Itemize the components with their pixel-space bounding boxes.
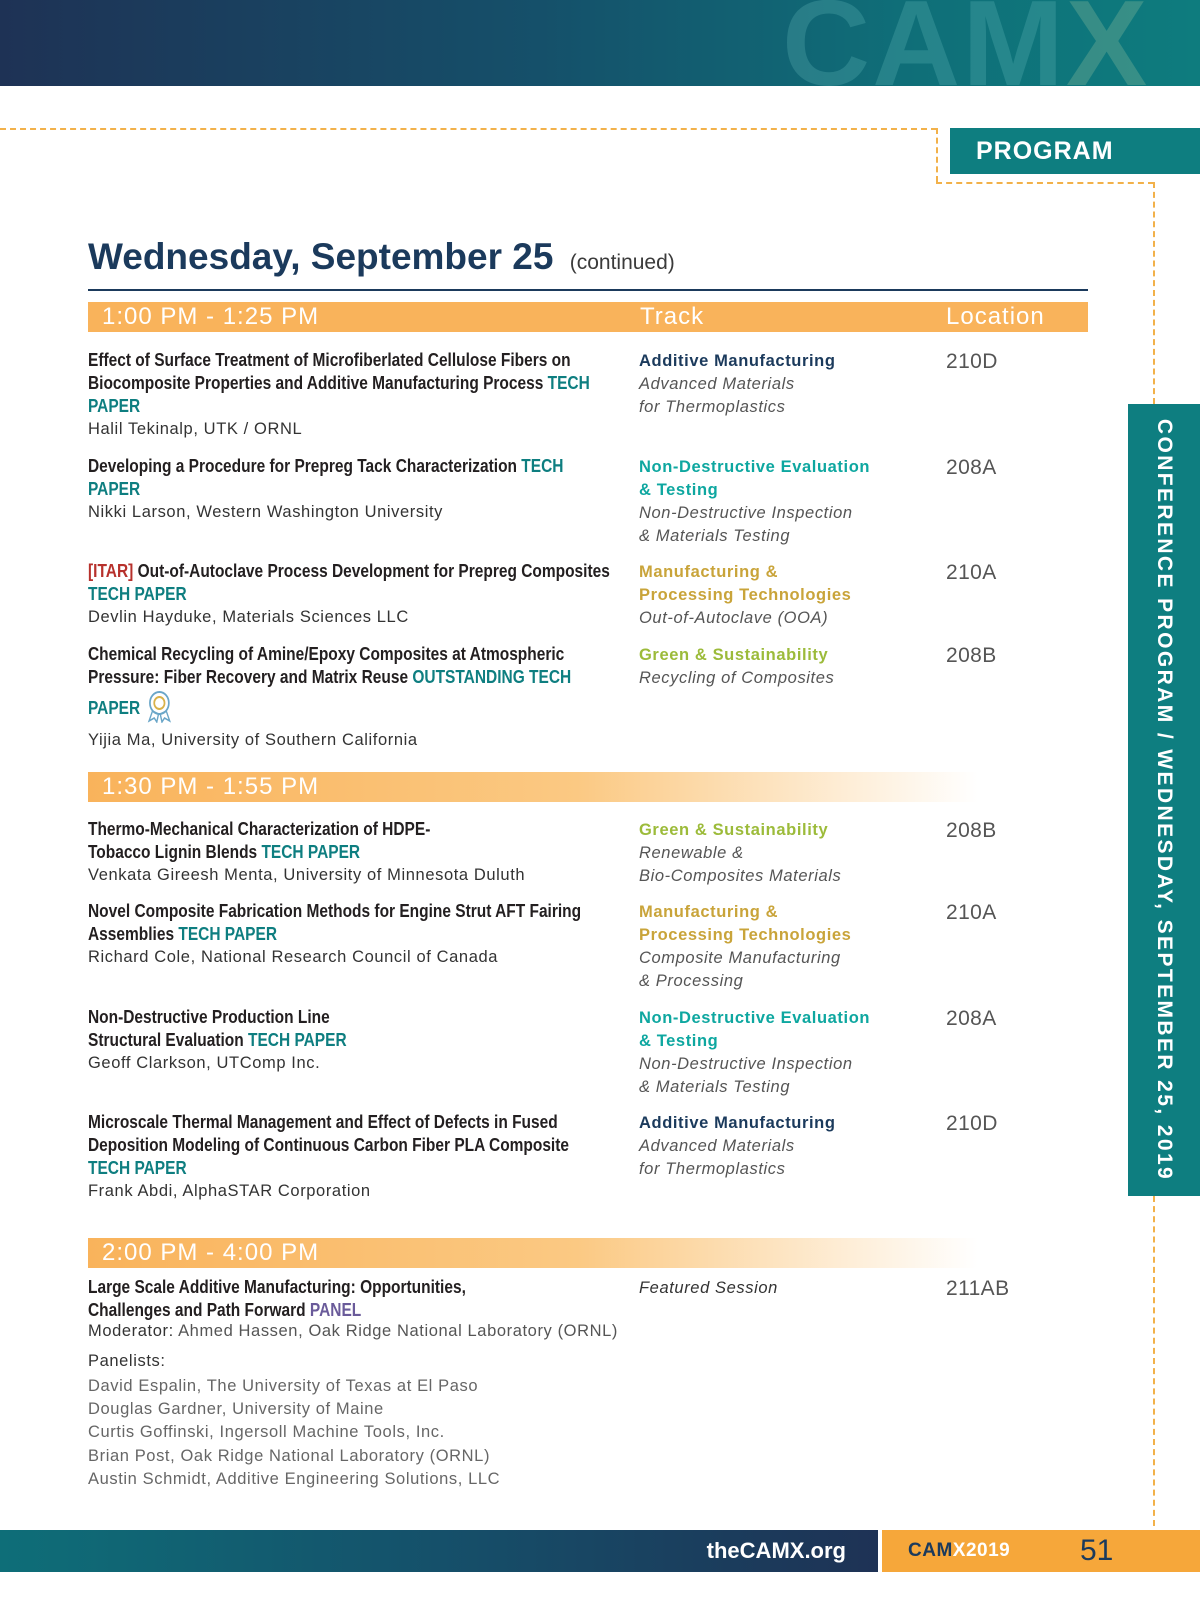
track-subtopic: Recycling of Composites — [639, 669, 835, 687]
session-author: Venkata Gireesh Menta, University of Minnesota Duluth — [88, 866, 526, 884]
track-subtopic: Featured Session — [639, 1279, 778, 1297]
award-ribbon-icon — [145, 689, 173, 729]
session-title: Novel Composite Fabrication Methods for Engine Strut AFT Fairing Assemblies TECH PAPER — [88, 901, 582, 944]
dashed-divider-top — [0, 128, 937, 130]
track-subtopic: Advanced Materials — [639, 1137, 795, 1155]
track-name: Additive Manufacturing — [639, 1114, 836, 1132]
page-title-note: (continued) — [569, 251, 675, 274]
header-band — [0, 0, 1200, 86]
panelist: David Espalin, The University of Texas at El Paso — [88, 1377, 479, 1395]
track-name: Non-Destructive Evaluation — [639, 458, 871, 476]
session-author: Yijia Ma, University of Southern California — [88, 731, 418, 749]
session-row — [88, 1276, 608, 1322]
session-author: Nikki Larson, Western Washington University — [88, 503, 444, 521]
session-title: Effect of Surface Treatment of Microfiberlated Cellulose Fibers on Biocomposite Properties and Additive Manufacturing Process TECH PAPER — [88, 350, 590, 416]
panelist: Austin Schmidt, Additive Engineering Solutions, LLC — [88, 1469, 501, 1488]
footer-brand-bar — [882, 1530, 1200, 1572]
session-title: Thermo-Mechanical Characterization of HDPE-Tobacco Lignin Blends TECH PAPER — [88, 819, 431, 862]
page-title: Wednesday, September 25 (continued) — [88, 236, 675, 277]
session-track — [639, 1277, 909, 1300]
time-slot: 2:00 PM - 4:00 PM — [102, 1239, 320, 1266]
session-row — [88, 560, 704, 629]
session-type-tag: TECH PAPER — [178, 924, 277, 944]
dashed-divider-tab-left — [936, 128, 938, 182]
session-row — [88, 1111, 648, 1203]
track-subtopic: & Materials Testing — [639, 527, 791, 545]
page-number: 51 — [1080, 1534, 1114, 1567]
track-subtopic: Non-Destructive Inspection — [639, 1055, 853, 1073]
program-tab: PROGRAM — [950, 128, 1200, 174]
side-tab-label: CONFERENCE PROGRAM / WEDNESDAY, SEPTEMBER 25, 2019 — [1153, 418, 1176, 1182]
session-row — [88, 455, 704, 524]
session-location: 210D — [946, 1112, 998, 1135]
session-type-tag: TECH PAPER — [261, 842, 361, 862]
track-name: & Testing — [639, 1032, 719, 1050]
track-name: Manufacturing & — [639, 563, 779, 581]
track-subtopic: Advanced Materials — [639, 375, 795, 393]
panelist: Curtis Goffinski, Ingersoll Machine Tools, Inc. — [88, 1423, 445, 1442]
session-type-tag: TECH PAPER — [88, 1158, 187, 1178]
session-track — [639, 456, 909, 548]
session-type-tag: OUTSTANDING TECH PAPER — [88, 667, 572, 718]
time-bar — [88, 772, 978, 802]
session-track — [639, 561, 909, 630]
session-track — [639, 644, 909, 690]
session-location: 210A — [946, 561, 997, 584]
session-location: 210A — [946, 901, 997, 924]
track-name: Non-Destructive Evaluation — [639, 1009, 871, 1027]
session-author: Halil Tekinalp, UTK / ORNL — [88, 420, 303, 438]
session-author: Devlin Hayduke, Materials Sciences LLC — [88, 608, 409, 626]
track-name: Additive Manufacturing — [639, 352, 836, 370]
moderator-label: Moderator: — [88, 1322, 174, 1340]
session-location: 210D — [946, 350, 998, 373]
panelist: Brian Post, Oak Ridge National Laboratory (ORNL) — [88, 1446, 491, 1465]
time-slot: 1:00 PM - 1:25 PM — [102, 303, 320, 330]
moderator-line — [88, 1322, 618, 1341]
footer-brand: CAM X 2019 — [908, 1540, 1011, 1561]
panelists-list — [88, 1375, 500, 1491]
track-subtopic: & Processing — [639, 972, 744, 990]
track-column-header: Track — [640, 303, 705, 330]
track-subtopic: for Thermoplastics — [639, 398, 786, 416]
session-track — [639, 350, 909, 419]
track-subtopic: Composite Manufacturing — [639, 949, 841, 967]
track-subtopic: Renewable & — [639, 844, 744, 862]
side-tab — [1128, 404, 1200, 1196]
session-author: Geoff Clarkson, UTComp Inc. — [88, 1054, 321, 1072]
time-bar — [88, 1238, 978, 1268]
track-name: Processing Technologies — [639, 586, 852, 604]
footer-url[interactable]: theCAMX.org — [706, 1538, 846, 1563]
session-track — [639, 819, 909, 888]
track-name: Processing Technologies — [639, 926, 852, 944]
dashed-divider-right-lower — [1153, 1196, 1155, 1526]
session-title: [ITAR] Out-of-Autoclave Process Development for Prepreg Composites TECH PAPER — [88, 561, 610, 604]
title-rule — [88, 289, 1088, 291]
track-name: Green & Sustainability — [639, 646, 829, 664]
session-location: 208A — [946, 1007, 997, 1030]
session-row — [88, 818, 525, 887]
track-subtopic: Non-Destructive Inspection — [639, 504, 853, 522]
header-logo-watermark: CAMX — [782, 0, 1150, 86]
dashed-divider-tab-bottom — [936, 182, 1154, 184]
track-name: Green & Sustainability — [639, 821, 829, 839]
session-location: 211AB — [946, 1277, 1010, 1300]
session-type-tag: TECH PAPER — [88, 373, 590, 416]
track-subtopic: & Materials Testing — [639, 1078, 791, 1096]
time-bar — [88, 302, 1088, 332]
session-title: Microscale Thermal Management and Effect of Defects in Fused Deposition Modeling of Continuous Carbon Fiber PLA Composite TECH PAPER — [88, 1112, 570, 1178]
session-row — [88, 349, 704, 441]
session-location: 208B — [946, 644, 997, 667]
session-row — [88, 1006, 418, 1075]
track-subtopic: Out-of-Autoclave (OOA) — [639, 609, 829, 627]
session-author: Richard Cole, National Research Council of Canada — [88, 948, 499, 966]
panelists-label: Panelists: — [88, 1352, 166, 1370]
session-track — [639, 1112, 909, 1181]
time-slot: 1:30 PM - 1:55 PM — [102, 773, 320, 800]
location-column-header: Location — [946, 303, 1045, 330]
session-location: 208A — [946, 456, 997, 479]
session-type-tag: TECH PAPER — [88, 584, 187, 604]
session-title: Large Scale Additive Manufacturing: Opportunities, Challenges and Path Forward PANEL — [88, 1277, 466, 1320]
session-location: 208B — [946, 819, 997, 842]
track-name: Manufacturing & — [639, 903, 779, 921]
panelist: Douglas Gardner, University of Maine — [88, 1400, 384, 1419]
footer-bar — [0, 1530, 878, 1572]
session-author: Frank Abdi, AlphaSTAR Corporation — [88, 1182, 371, 1200]
session-title: Non-Destructive Production Line Structural Evaluation TECH PAPER — [88, 1007, 347, 1050]
track-subtopic: for Thermoplastics — [639, 1160, 786, 1178]
session-type-tag: TECH PAPER — [88, 456, 564, 499]
session-title: Chemical Recycling of Amine/Epoxy Composites at Atmospheric Pressure: Fiber Recovery and Matrix Reuse OUTSTANDING TECH PAPER — [88, 643, 618, 729]
session-title: Developing a Procedure for Prepreg Tack Characterization TECH PAPER — [88, 456, 564, 499]
session-type-tag: TECH PAPER — [248, 1030, 347, 1050]
track-name: & Testing — [639, 481, 719, 499]
session-track — [639, 901, 909, 993]
dashed-divider-right-upper — [1153, 182, 1155, 404]
itar-tag: [ITAR] — [88, 561, 134, 581]
moderator-name: Ahmed Hassen, Oak Ridge National Laboratory (ORNL) — [178, 1322, 619, 1340]
session-row — [88, 900, 668, 969]
session-type-tag: PANEL — [309, 1300, 362, 1320]
track-subtopic: Bio-Composites Materials — [639, 867, 842, 885]
session-row — [88, 643, 704, 752]
session-track — [639, 1007, 909, 1099]
